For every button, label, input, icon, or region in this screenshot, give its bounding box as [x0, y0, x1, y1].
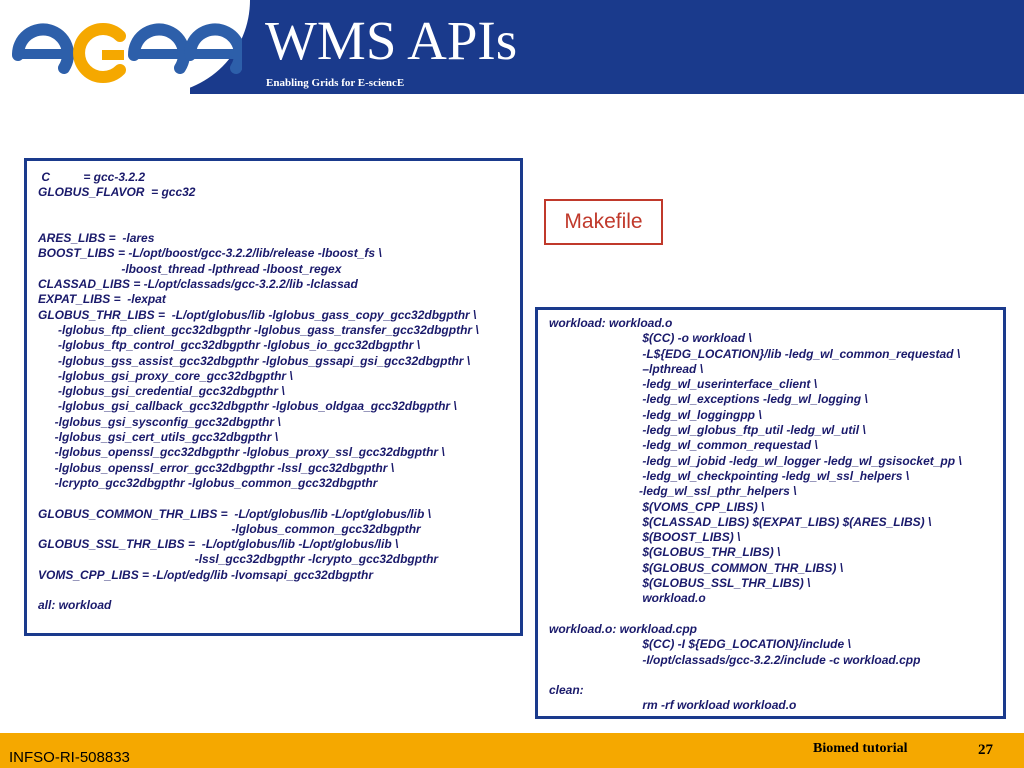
code-line: -ledg_wl_common_requestad \: [549, 438, 818, 453]
code-line: -ledg_wl_globus_ftp_util -ledg_wl_util \: [549, 423, 866, 438]
code-line: -lglobus_ftp_client_gcc32dbgpthr -lglobus_gass_transfer_gcc32dbgpthr \: [38, 322, 479, 337]
slide-footer: [0, 733, 1024, 768]
code-line: CLASSAD_LIBS = -L/opt/classads/gcc-3.2.2/lib -lclassad: [38, 277, 358, 292]
code-line: -L${EDG_LOCATION}/lib -ledg_wl_common_requestad \: [549, 346, 961, 361]
footer-title: Biomed tutorial: [813, 741, 908, 756]
code-line: GLOBUS_THR_LIBS = -L/opt/globus/lib -lglobus_gass_copy_gcc32dbgpthr \: [38, 307, 477, 322]
code-line: -I/opt/classads/gcc-3.2.2/include -c workload.cpp: [549, 652, 921, 667]
code-line: C = gcc-3.2.2: [38, 170, 146, 184]
egee-logo: [12, 18, 242, 84]
code-line: -ledg_wl_jobid -ledg_wl_logger -ledg_wl_gsisocket_pp \: [549, 453, 962, 468]
code-line: -lglobus_openssl_error_gcc32dbgpthr -lssl_gcc32dbgpthr \: [38, 460, 395, 475]
code-line: [549, 668, 1003, 683]
code-line: BOOST_LIBS = -L/opt/boost/gcc-3.2.2/lib/release -lboost_fs \: [38, 246, 382, 261]
slide-subtitle: Enabling Grids for E-sciencE: [266, 77, 405, 89]
code-line: $(GLOBUS_THR_LIBS) \: [549, 545, 781, 560]
code-line: GLOBUS_SSL_THR_LIBS = -L/opt/globus/lib -L/opt/globus/lib \: [38, 537, 399, 552]
code-line: -lglobus_common_gcc32dbgpthr: [38, 521, 421, 536]
code-line: ARES_LIBS = -lares: [38, 231, 155, 246]
code-line: [549, 607, 1003, 622]
code-line: -lglobus_gsi_callback_gcc32dbgpthr -lglobus_oldgaa_gcc32dbgpthr \: [38, 399, 457, 414]
code-line: -ledg_wl_loggingpp \: [549, 407, 762, 422]
code-line: EXPAT_LIBS = -lexpat: [38, 292, 166, 307]
code-line: $(CLASSAD_LIBS) $(EXPAT_LIBS) $(ARES_LIBS) \: [549, 514, 932, 529]
code-line: GLOBUS_COMMON_THR_LIBS = -L/opt/globus/lib -L/opt/globus/lib \: [38, 506, 431, 521]
code-line: -ledg_wl_ssl_pthr_helpers \: [549, 484, 797, 499]
code-line: -lcrypto_gcc32dbgpthr -lglobus_common_gcc32dbgpthr: [38, 475, 378, 490]
code-line: all: workload: [38, 598, 112, 613]
code-line: -lglobus_gsi_cert_utils_gcc32dbgpthr \: [38, 430, 279, 445]
logo-letter-e2: [134, 29, 184, 68]
code-line: GLOBUS_FLAVOR = gcc32: [38, 185, 196, 200]
code-line: [38, 583, 520, 598]
code-line: -lglobus_gsi_credential_gcc32dbgpthr \: [38, 384, 285, 399]
page-number: 27: [978, 742, 993, 758]
code-line: $(BOOST_LIBS) \: [549, 530, 741, 545]
code-line: -lglobus_openssl_gcc32dbgpthr -lglobus_proxy_ssl_gcc32dbgpthr \: [38, 445, 445, 460]
logo-area: [0, 0, 250, 94]
code-line: -ledg_wl_exceptions -ledg_wl_logging \: [549, 392, 868, 407]
code-line: -lglobus_gsi_proxy_core_gcc32dbgpthr \: [38, 368, 293, 383]
code-line: [38, 491, 520, 506]
footer-project-id: INFSO-RI-508833: [9, 749, 130, 766]
code-line: [38, 201, 520, 216]
code-line: -lglobus_ftp_control_gcc32dbgpthr -lglobus_io_gcc32dbgpthr \: [38, 338, 421, 353]
code-line: $(GLOBUS_COMMON_THR_LIBS) \: [549, 560, 844, 575]
code-line: -lglobus_gss_assist_gcc32dbgpthr -lglobus_gssapi_gsi_gcc32dbgpthr \: [38, 353, 471, 368]
code-line: clean:: [549, 683, 584, 698]
makefile-variables-box: [24, 158, 523, 636]
logo-letter-e3: [190, 29, 240, 68]
code-line: -lssl_gcc32dbgpthr -lcrypto_gcc32dbgpthr: [38, 552, 439, 567]
code-line: workload.o: [549, 591, 706, 606]
makefile-label: Makefile: [544, 199, 663, 245]
code-line: workload.o: workload.cpp: [549, 621, 698, 636]
code-line: rm -rf workload workload.o: [549, 698, 797, 713]
code-line: -lboost_thread -lpthread -lboost_regex: [38, 261, 342, 276]
code-line: $(CC) -I ${EDG_LOCATION}/include \: [549, 637, 851, 652]
slide-header: [0, 0, 1024, 94]
code-line: VOMS_CPP_LIBS = -L/opt/edg/lib -lvomsapi_gcc32dbgpthr: [38, 567, 374, 582]
code-line: $(VOMS_CPP_LIBS) \: [549, 499, 765, 514]
code-line: -ledg_wl_checkpointing -ledg_wl_ssl_helpers \: [549, 468, 910, 483]
logo-letter-e1: [18, 29, 68, 68]
logo-letter-g: [79, 29, 124, 77]
code-line: -lglobus_gsi_sysconfig_gcc32dbgpthr \: [38, 414, 281, 429]
code-line: -ledg_wl_userinterface_client \: [549, 377, 818, 392]
slide-title: WMS APIs: [265, 10, 518, 71]
code-line: $(CC) -o workload \: [549, 331, 752, 346]
makefile-targets-box: [535, 307, 1006, 719]
code-line: –lpthread \: [549, 361, 704, 376]
code-line: $(GLOBUS_SSL_THR_LIBS) \: [549, 576, 811, 591]
code-line: [38, 216, 520, 231]
code-line: workload: workload.o: [549, 316, 673, 330]
